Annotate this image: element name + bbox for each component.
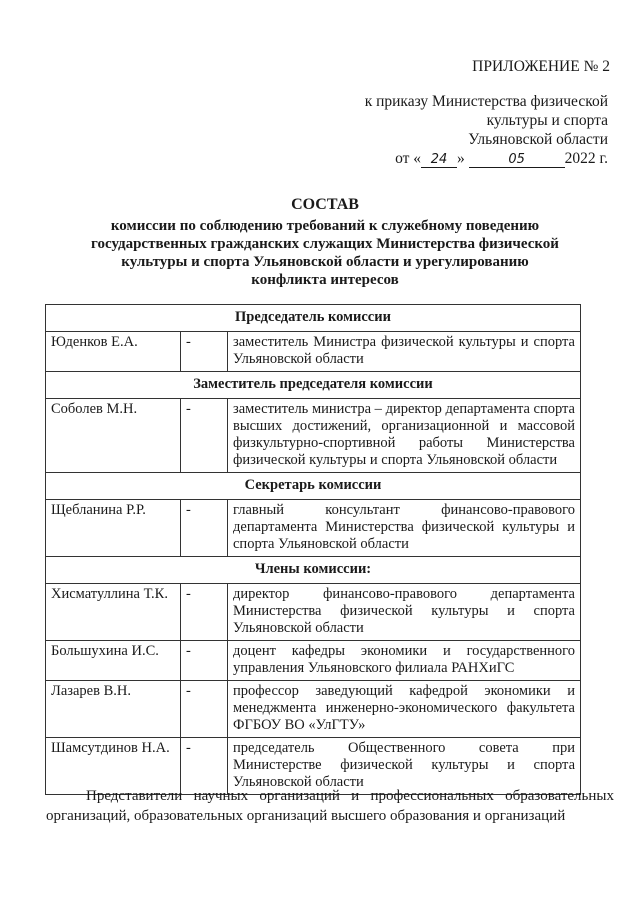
date-month: 05: [469, 152, 565, 168]
member-role: главный консультант финансово-правового департамента Министерства физической культуры и спорта Ульяновской области: [228, 500, 581, 557]
member-role: доцент кафедры экономики и государственного управления Ульяновского филиала РАНХиГС: [228, 641, 581, 681]
member-row: [46, 332, 581, 372]
date-prefix: от «: [395, 150, 422, 167]
member-role: заместитель Министра физической культуры и спорта Ульяновской области: [228, 332, 581, 372]
section-title: Заместитель председателя комиссии: [46, 372, 581, 399]
heading-line: культуры и спорта Ульяновской области и урегулированию: [121, 254, 529, 270]
member-name: Щебланина Р.Р.: [46, 500, 181, 557]
section-title: Члены комиссии:: [46, 557, 581, 584]
member-name: Хисматуллина Т.К.: [46, 584, 181, 641]
member-name: Юденков Е.А.: [46, 332, 181, 372]
heading-line: конфликта интересов: [251, 272, 399, 288]
section-title: Председатель комиссии: [46, 305, 581, 332]
member-role: директор финансово-правового департамента Министерства физической культуры и спорта Ульяновской области: [228, 584, 581, 641]
member-dash: -: [181, 584, 228, 641]
date-year: 2022 г.: [564, 150, 608, 167]
member-name: Большухина И.С.: [46, 641, 181, 681]
heading-line: государственных гражданских служащих Министерства физической: [91, 236, 559, 252]
section-row: [46, 372, 581, 399]
order-ref-line: Ульяновской области: [468, 131, 608, 148]
member-row: [46, 500, 581, 557]
section-title: Секретарь комиссии: [46, 473, 581, 500]
document-heading: [90, 196, 560, 289]
member-row: [46, 399, 581, 473]
member-name: Лазарев В.Н.: [46, 681, 181, 738]
member-row: [46, 584, 581, 641]
order-ref-line: культуры и спорта: [486, 112, 608, 129]
date-mid: »: [457, 150, 465, 167]
order-ref-line: к приказу Министерства физической: [364, 93, 608, 110]
section-row: [46, 557, 581, 584]
section-row: [46, 305, 581, 332]
section-row: [46, 473, 581, 500]
member-role: заместитель министра – директор департамента спорта высших достижений, организационной и массовой физкультурно-спортивной работы Министерства физической культуры и спорта Ульяновской области: [228, 399, 581, 473]
order-date: [330, 150, 608, 168]
member-name: Шамсутдинов Н.А.: [46, 738, 181, 795]
body-paragraph: Представители научных организаций и профессиональных образовательных организаций, образовательных организаций высшего образования и организаций: [46, 788, 614, 824]
member-role: профессор заведующий кафедрой экономики и менеджмента инженерно-экономического факультета ФГБОУ ВО «УлГТУ»: [228, 681, 581, 738]
order-reference: [330, 92, 608, 149]
member-name: Соболев М.Н.: [46, 399, 181, 473]
commission-table: [45, 304, 581, 795]
member-row: [46, 681, 581, 738]
member-dash: -: [181, 399, 228, 473]
heading-line: комиссии по соблюдению требований к служебному поведению: [110, 218, 540, 234]
member-dash: -: [181, 738, 228, 795]
member-row: [46, 641, 581, 681]
member-dash: -: [181, 332, 228, 372]
member-dash: -: [181, 500, 228, 557]
member-dash: -: [181, 641, 228, 681]
member-role: председатель Общественного совета при Министерстве физической культуры и спорта Ульяновской области: [228, 738, 581, 795]
appendix-title: ПРИЛОЖЕНИЕ № 2: [472, 58, 610, 75]
member-dash: -: [181, 681, 228, 738]
date-day: 24: [421, 152, 457, 168]
heading-main: СОСТАВ: [291, 196, 359, 213]
